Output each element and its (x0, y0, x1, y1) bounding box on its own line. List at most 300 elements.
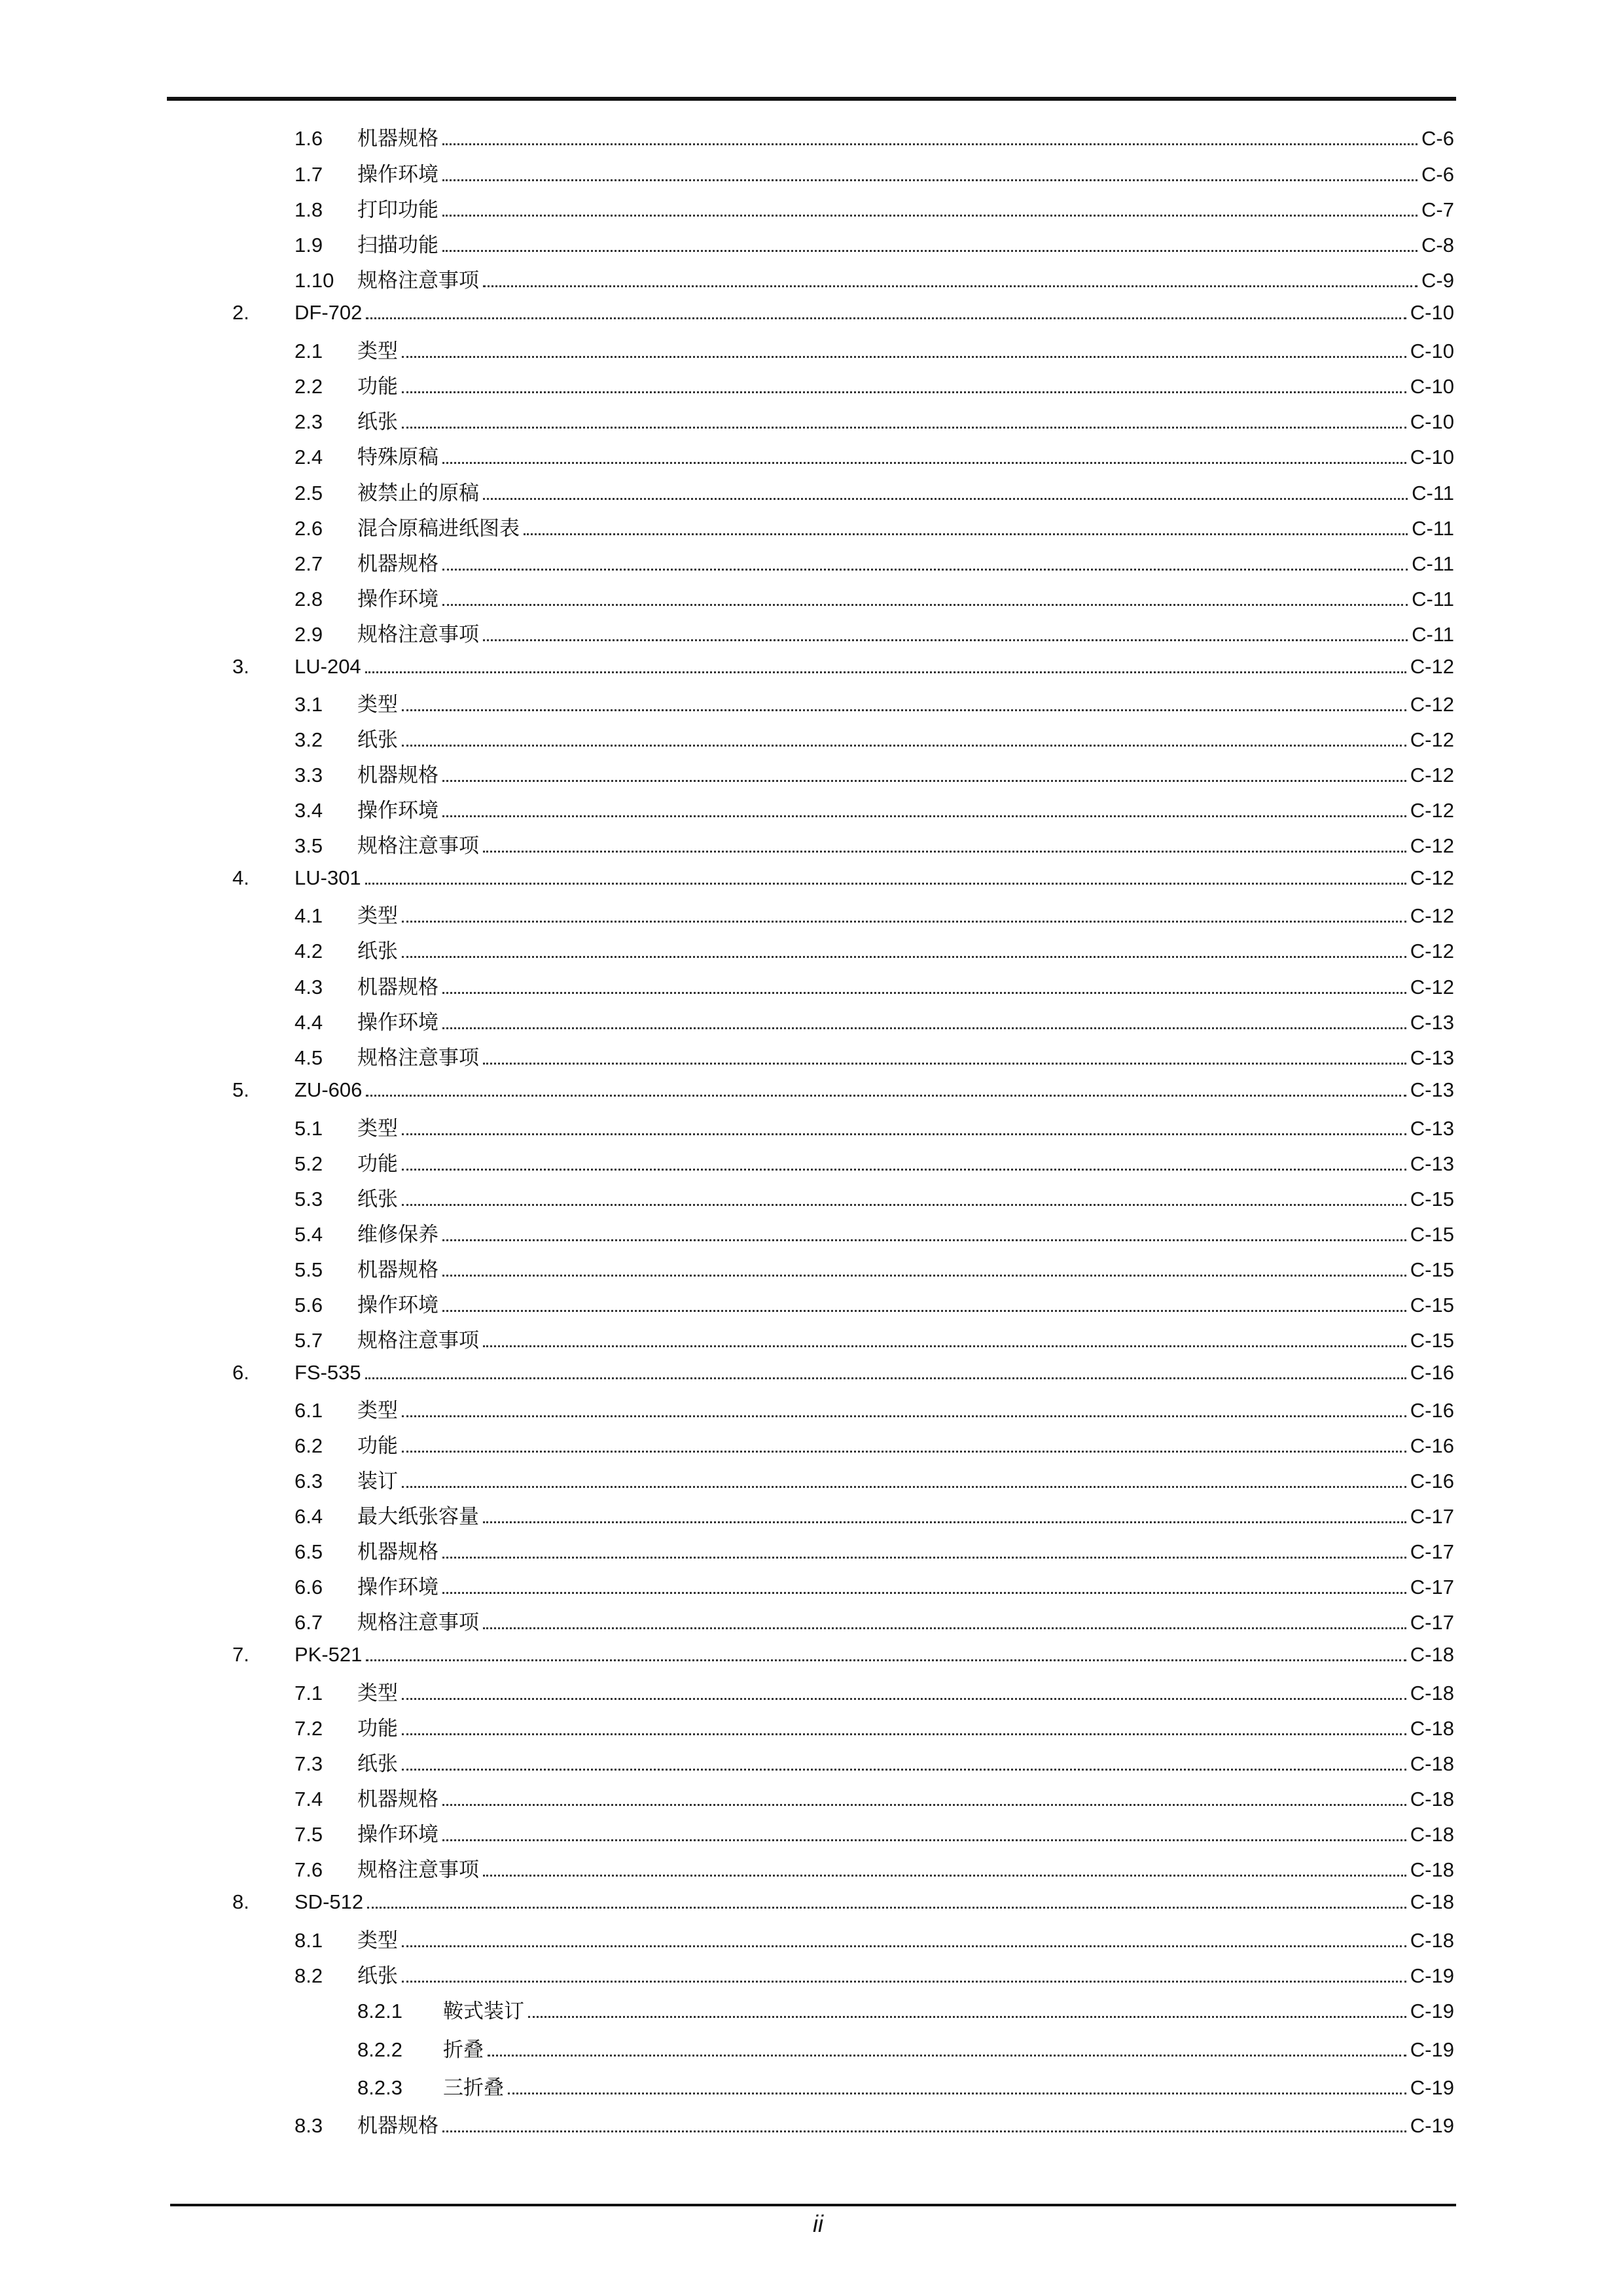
toc-entry-page: C-16 (1410, 1470, 1454, 1492)
dot-leader (442, 2130, 1406, 2132)
dot-leader (442, 250, 1418, 252)
toc-entry[interactable] (0, 1467, 1623, 1496)
toc-entry-number: 7.2 (294, 1717, 323, 1740)
toc-entry-number: 5.3 (294, 1188, 323, 1210)
toc-entry-number: 3.2 (294, 728, 323, 751)
toc-entry[interactable] (0, 620, 1623, 649)
toc-entry-leader (357, 1329, 1454, 1352)
toc-entry-title: LU-301 (294, 866, 361, 889)
toc-entry-title: 扫描功能 (357, 234, 438, 256)
toc-entry-leader (357, 728, 1454, 752)
toc-entry-page: C-13 (1410, 1117, 1454, 1140)
toc-entry-number: 4.2 (294, 940, 323, 963)
toc-entry[interactable] (0, 1856, 1623, 1884)
toc-entry-leader (357, 1682, 1454, 1705)
toc-entry[interactable] (0, 266, 1623, 295)
toc-entry[interactable] (0, 761, 1623, 790)
toc-entry[interactable] (0, 832, 1623, 860)
toc-entry[interactable] (0, 1997, 1623, 2026)
toc-entry[interactable] (0, 1326, 1623, 1355)
toc-entry[interactable] (0, 1432, 1623, 1460)
toc-entry-title: SD-512 (294, 1890, 364, 1913)
dot-leader (366, 1659, 1406, 1661)
dot-leader (442, 1557, 1406, 1559)
toc-entry[interactable] (0, 160, 1623, 189)
toc-entry-leader (294, 1361, 1454, 1385)
toc-entry-leader (357, 410, 1454, 434)
toc-entry-leader (294, 1078, 1454, 1102)
toc-entry-page: C-6 (1421, 127, 1454, 150)
toc-entry-page: C-18 (1410, 1717, 1454, 1740)
dot-leader (483, 498, 1408, 500)
toc-entry-number: 7.6 (294, 1858, 323, 1881)
toc-entry-page: C-12 (1410, 904, 1454, 927)
toc-entry-page: C-15 (1410, 1223, 1454, 1246)
dot-leader (402, 1133, 1406, 1135)
toc-entry-leader (294, 301, 1454, 325)
toc-entry-leader (357, 940, 1454, 963)
toc-entry-title: 功能 (357, 1717, 398, 1740)
toc-entry-number: 2.2 (294, 375, 323, 398)
toc-entry-title: 操作环境 (357, 1823, 438, 1846)
toc-entry-title: 类型 (357, 1117, 398, 1140)
dot-leader (402, 1451, 1406, 1453)
toc-entry-page: C-18 (1410, 1643, 1454, 1666)
dot-leader (442, 1310, 1406, 1312)
toc-entry-leader (443, 2076, 1454, 2100)
toc-entry-title: FS-535 (294, 1361, 361, 1384)
toc-entry[interactable] (0, 1962, 1623, 1990)
toc-entry-leader (357, 1717, 1454, 1740)
toc-entry-leader (357, 340, 1454, 363)
toc-entry-title: 机器规格 (357, 1540, 438, 1563)
toc-entry-leader (294, 655, 1454, 679)
toc-entry[interactable] (0, 1008, 1623, 1037)
toc-entry[interactable] (0, 514, 1623, 543)
toc-entry-page: C-17 (1410, 1576, 1454, 1598)
toc-entry-page: C-12 (1410, 655, 1454, 678)
dot-leader (402, 1169, 1406, 1171)
dot-leader (402, 356, 1406, 358)
toc-entry-number: 6.1 (294, 1399, 323, 1422)
toc-entry-title: 规格注意事项 (357, 1046, 479, 1069)
toc-entry-leader (357, 1964, 1454, 1988)
toc-entry-title: 纸张 (357, 1964, 398, 1987)
toc-entry-page: C-7 (1421, 198, 1454, 221)
toc-entry[interactable] (0, 1076, 1623, 1104)
dot-leader (442, 815, 1406, 817)
toc-entry-leader (357, 799, 1454, 822)
dot-leader (402, 1415, 1406, 1417)
dot-leader (402, 391, 1406, 393)
dot-leader (365, 883, 1406, 885)
toc-entry-page: C-11 (1412, 588, 1454, 610)
toc-entry[interactable] (0, 1573, 1623, 1602)
dot-leader (402, 1698, 1406, 1700)
dot-leader (402, 1769, 1406, 1771)
dot-leader (483, 1063, 1406, 1065)
toc-entry-leader (357, 623, 1454, 646)
toc-entry-leader (357, 1046, 1454, 1070)
dot-leader (528, 2016, 1406, 2018)
toc-entry-number: 5.6 (294, 1294, 323, 1316)
toc-entry[interactable] (0, 1114, 1623, 1143)
toc-entry-title: ZU-606 (294, 1078, 363, 1101)
toc-entry-title: 纸张 (357, 728, 398, 751)
toc-entry-leader (357, 1823, 1454, 1846)
toc-entry-number: 1.7 (294, 163, 323, 186)
toc-entry[interactable] (0, 1220, 1623, 1249)
dot-leader (442, 1804, 1406, 1806)
toc-entry-number: 5.5 (294, 1258, 323, 1281)
toc-entry-title: 规格注意事项 (357, 623, 479, 646)
toc-entry-title: 被禁止的原稿 (357, 482, 479, 504)
toc-entry[interactable] (0, 124, 1623, 153)
toc-entry-title: 纸张 (357, 410, 398, 433)
toc-entry-leader (357, 1611, 1454, 1634)
toc-entry-title: 类型 (357, 904, 398, 927)
dot-leader (442, 143, 1418, 145)
dot-leader (365, 1377, 1406, 1379)
toc-entry-title: 打印功能 (357, 198, 438, 221)
dot-leader (366, 1095, 1406, 1097)
toc-entry-number: 5.7 (294, 1329, 323, 1352)
toc-entry-page: C-12 (1410, 866, 1454, 889)
toc-entry-title: 功能 (357, 375, 398, 398)
toc-entry-title: LU-204 (294, 655, 361, 678)
toc-entry[interactable] (0, 1608, 1623, 1637)
toc-entry[interactable] (0, 1538, 1623, 1566)
toc-entry[interactable] (0, 231, 1623, 260)
toc-entry-page: C-18 (1410, 1858, 1454, 1881)
toc-entry-title: 规格注意事项 (357, 834, 479, 857)
toc-entry-page: C-8 (1421, 234, 1454, 256)
toc-entry-number: 6.5 (294, 1540, 323, 1563)
toc-entry-number: 8. (232, 1890, 249, 1913)
toc-entry[interactable] (0, 1750, 1623, 1778)
toc-entry-number: 7. (232, 1643, 249, 1666)
toc-entry-leader (357, 834, 1454, 858)
toc-entry-number: 2.4 (294, 446, 323, 468)
toc-entry-page: C-13 (1410, 1046, 1454, 1069)
toc-entry[interactable] (0, 690, 1623, 719)
toc-entry-leader (357, 904, 1454, 928)
toc-entry-leader (357, 976, 1454, 999)
toc-entry-page: C-19 (1410, 2076, 1454, 2099)
toc-entry-page: C-11 (1412, 623, 1454, 646)
toc-entry[interactable] (0, 372, 1623, 401)
toc-entry[interactable] (0, 726, 1623, 754)
toc-entry-number: 1.8 (294, 198, 323, 221)
toc-entry-number: 6.3 (294, 1470, 323, 1492)
toc-entry[interactable] (0, 1256, 1623, 1284)
toc-entry-title: 类型 (357, 693, 398, 716)
toc-entry[interactable] (0, 1150, 1623, 1178)
toc-entry-leader (294, 866, 1454, 890)
toc-entry-page: C-11 (1412, 482, 1454, 504)
toc-entry-number: 8.1 (294, 1929, 323, 1952)
dot-leader (442, 215, 1418, 217)
toc-entry-page: C-10 (1410, 410, 1454, 433)
toc-entry-number: 7.4 (294, 1788, 323, 1810)
toc-entry-number: 6.2 (294, 1434, 323, 1457)
toc-entry[interactable] (0, 1396, 1623, 1425)
toc-entry-page: C-12 (1410, 799, 1454, 822)
toc-entry-page: C-19 (1410, 2114, 1454, 2137)
dot-leader (442, 1027, 1406, 1029)
toc-entry-page: C-9 (1421, 269, 1454, 292)
toc-entry-title: 装订 (357, 1470, 398, 1492)
toc-entry-page: C-16 (1410, 1361, 1454, 1384)
toc-entry-leader (294, 1643, 1454, 1667)
toc-entry-leader (357, 198, 1454, 222)
toc-entry[interactable] (0, 1888, 1623, 1916)
toc-entry-page: C-11 (1412, 517, 1454, 540)
toc-entry[interactable] (0, 443, 1623, 472)
toc-entry-number: 3.5 (294, 834, 323, 857)
dot-leader (442, 1839, 1406, 1841)
dot-leader (402, 709, 1406, 711)
toc-entry-title: 三折叠 (443, 2076, 504, 2099)
toc-entry-title: 规格注意事项 (357, 1858, 479, 1881)
dot-leader (483, 639, 1408, 641)
toc-entry-number: 2.5 (294, 482, 323, 504)
toc-entry-number: 3.1 (294, 693, 323, 716)
toc-entry-page: C-11 (1412, 552, 1454, 575)
toc-entry-number: 4.3 (294, 976, 323, 998)
toc-entry-number: 5.1 (294, 1117, 323, 1140)
toc-entry[interactable] (0, 973, 1623, 1002)
dot-leader (483, 851, 1406, 853)
toc-entry[interactable] (0, 2036, 1623, 2064)
toc-entry[interactable] (0, 479, 1623, 508)
toc-entry-title: PK-521 (294, 1643, 363, 1666)
toc-entry[interactable] (0, 585, 1623, 614)
toc-entry-title: 纸张 (357, 1752, 398, 1775)
toc-entry-title: 操作环境 (357, 1011, 438, 1034)
dot-leader (402, 1981, 1406, 1983)
toc-entry-title: 纸张 (357, 940, 398, 963)
toc-entry-leader (357, 163, 1454, 186)
toc-entry-title: 混合原稿进纸图表 (357, 517, 520, 540)
toc-entry-page: C-18 (1410, 1682, 1454, 1704)
toc-entry[interactable] (0, 550, 1623, 578)
toc-entry-title: 机器规格 (357, 1788, 438, 1810)
toc-entry-number: 8.2.3 (357, 2076, 402, 2099)
toc-entry[interactable] (0, 1785, 1623, 1814)
dot-leader (483, 285, 1418, 287)
toc-entry-leader (357, 1117, 1454, 1140)
toc-entry[interactable] (0, 298, 1623, 327)
toc-entry-page: C-10 (1410, 301, 1454, 324)
dot-leader (442, 179, 1418, 181)
toc-entry[interactable] (0, 196, 1623, 224)
toc-entry-title: 鞍式装订 (443, 2000, 524, 2022)
dot-leader (402, 427, 1406, 429)
dot-leader (402, 745, 1406, 747)
toc-entry-leader (357, 1576, 1454, 1599)
toc-entry-page: C-15 (1410, 1258, 1454, 1281)
toc-entry-leader (357, 1434, 1454, 1458)
toc-entry-number: 4. (232, 866, 249, 889)
dot-leader (483, 1345, 1406, 1347)
toc-entry-leader (357, 1188, 1454, 1211)
toc-entry-title: 功能 (357, 1152, 398, 1175)
toc-entry-page: C-13 (1410, 1152, 1454, 1175)
toc-entry-title: 操作环境 (357, 1294, 438, 1316)
toc-entry-page: C-15 (1410, 1188, 1454, 1210)
toc-entry-leader (357, 234, 1454, 257)
page-number: ii (813, 2210, 823, 2237)
toc-entry-title: 机器规格 (357, 1258, 438, 1281)
toc-entry-page: C-10 (1410, 375, 1454, 398)
toc-entry-title: 机器规格 (357, 976, 438, 998)
toc-entry-leader (357, 1399, 1454, 1422)
toc-entry-page: C-17 (1410, 1611, 1454, 1634)
toc-entry-page: C-19 (1410, 2000, 1454, 2022)
toc-entry[interactable] (0, 2074, 1623, 2102)
dot-leader (442, 1239, 1406, 1241)
toc-entry-title: 规格注意事项 (357, 1611, 479, 1634)
toc-entry[interactable] (0, 902, 1623, 930)
toc-entry[interactable] (0, 1679, 1623, 1708)
toc-entry-leader (357, 552, 1454, 576)
toc-entry-number: 4.1 (294, 904, 323, 927)
toc-entry[interactable] (0, 1358, 1623, 1387)
dot-leader (402, 1204, 1406, 1206)
toc-entry[interactable] (0, 1714, 1623, 1743)
toc-entry-leader (294, 1890, 1454, 1914)
toc-entry-leader (357, 1540, 1454, 1564)
toc-entry-title: DF-702 (294, 301, 363, 324)
toc-entry-title: 机器规格 (357, 764, 438, 786)
toc-entry-leader (357, 1788, 1454, 1811)
toc-entry-number: 2.7 (294, 552, 323, 575)
toc-entry[interactable] (0, 1926, 1623, 1955)
toc-entry-page: C-19 (1410, 2038, 1454, 2061)
toc-entry-leader (357, 517, 1454, 540)
toc-entry-leader (357, 1470, 1454, 1493)
toc-entry-page: C-12 (1410, 728, 1454, 751)
toc-entry-number: 2.1 (294, 340, 323, 362)
toc-entry[interactable] (0, 1820, 1623, 1849)
toc-entry-number: 7.1 (294, 1682, 323, 1704)
toc-entry-page: C-12 (1410, 834, 1454, 857)
toc-entry-title: 特殊原稿 (357, 446, 438, 468)
toc-entry-page: C-16 (1410, 1434, 1454, 1457)
dot-leader (365, 671, 1406, 673)
dot-leader (442, 1592, 1406, 1594)
toc-entry-title: 类型 (357, 1929, 398, 1952)
toc-entry-leader (357, 1011, 1454, 1034)
toc-entry-page: C-16 (1410, 1399, 1454, 1422)
dot-leader (524, 533, 1408, 535)
toc-entry[interactable] (0, 1291, 1623, 1320)
toc-entry-page: C-18 (1410, 1823, 1454, 1846)
toc-entry-page: C-18 (1410, 1890, 1454, 1913)
toc-entry-leader (357, 269, 1454, 292)
toc-entry-page: C-12 (1410, 940, 1454, 963)
dot-leader (367, 1907, 1406, 1909)
dot-leader (442, 462, 1406, 464)
toc-entry[interactable] (0, 1044, 1623, 1072)
toc-entry[interactable] (0, 796, 1623, 825)
toc-entry-page: C-15 (1410, 1329, 1454, 1352)
toc-entry-number: 3.3 (294, 764, 323, 786)
dot-leader (483, 1875, 1406, 1877)
toc-entry-title: 操作环境 (357, 163, 438, 186)
toc-entry-number: 7.3 (294, 1752, 323, 1775)
toc-entry[interactable] (0, 937, 1623, 966)
dot-leader (442, 1275, 1406, 1277)
dot-leader (442, 569, 1408, 571)
toc-entry-number: 7.5 (294, 1823, 323, 1846)
toc-entry-number: 8.2.1 (357, 2000, 402, 2022)
toc-entry-title: 维修保养 (357, 1223, 438, 1246)
toc-entry-number: 2.3 (294, 410, 323, 433)
toc-entry[interactable] (0, 1502, 1623, 1531)
toc-entry-number: 8.2 (294, 1964, 323, 1987)
toc-entry-number: 6.6 (294, 1576, 323, 1598)
dot-leader (402, 1486, 1406, 1488)
toc-entry-number: 2. (232, 301, 249, 324)
toc-entry-title: 机器规格 (357, 127, 438, 150)
toc-entry-title: 类型 (357, 340, 398, 362)
dot-leader (402, 1945, 1406, 1947)
toc-entry-number: 1.10 (294, 269, 334, 292)
toc-entry-page: C-18 (1410, 1788, 1454, 1810)
toc-entry-page: C-12 (1410, 976, 1454, 998)
toc-entry-number: 5. (232, 1078, 249, 1101)
toc-entry[interactable] (0, 652, 1623, 681)
dot-leader (402, 1733, 1406, 1735)
toc-entry[interactable] (0, 864, 1623, 892)
toc-entry-page: C-13 (1410, 1011, 1454, 1034)
toc-entry-page: C-17 (1410, 1540, 1454, 1563)
dot-leader (402, 956, 1406, 958)
toc-entry-leader (357, 375, 1454, 398)
toc-entry-number: 8.2.2 (357, 2038, 402, 2061)
dot-leader (508, 2093, 1406, 2094)
toc-entry-leader (357, 764, 1454, 787)
dot-leader (442, 780, 1406, 782)
toc-entry-number: 8.3 (294, 2114, 323, 2137)
toc-entry[interactable] (0, 337, 1623, 366)
toc-entry-number: 4.5 (294, 1046, 323, 1069)
toc-entry-leader (357, 2114, 1454, 2138)
toc-entry[interactable] (0, 408, 1623, 436)
toc-entry[interactable] (0, 1640, 1623, 1669)
toc-entry-leader (357, 1258, 1454, 1282)
toc-entry-page: C-19 (1410, 1964, 1454, 1987)
toc-entry-title: 纸张 (357, 1188, 398, 1210)
toc-entry-number: 4.4 (294, 1011, 323, 1034)
toc-entry-number: 1.9 (294, 234, 323, 256)
toc-entry[interactable] (0, 1185, 1623, 1214)
toc-entry-number: 6.4 (294, 1505, 323, 1528)
dot-leader (488, 2055, 1406, 2057)
toc-entry-number: 3.4 (294, 799, 323, 822)
toc-entry-title: 最大纸张容量 (357, 1505, 479, 1528)
toc-entry-title: 操作环境 (357, 799, 438, 822)
dot-leader (442, 992, 1406, 994)
toc-entry-leader (357, 1223, 1454, 1246)
toc-entry-title: 操作环境 (357, 1576, 438, 1598)
toc-entry-number: 2.6 (294, 517, 323, 540)
toc-entry[interactable] (0, 2111, 1623, 2140)
toc-entry-title: 功能 (357, 1434, 398, 1457)
toc-entry-leader (443, 2000, 1454, 2023)
